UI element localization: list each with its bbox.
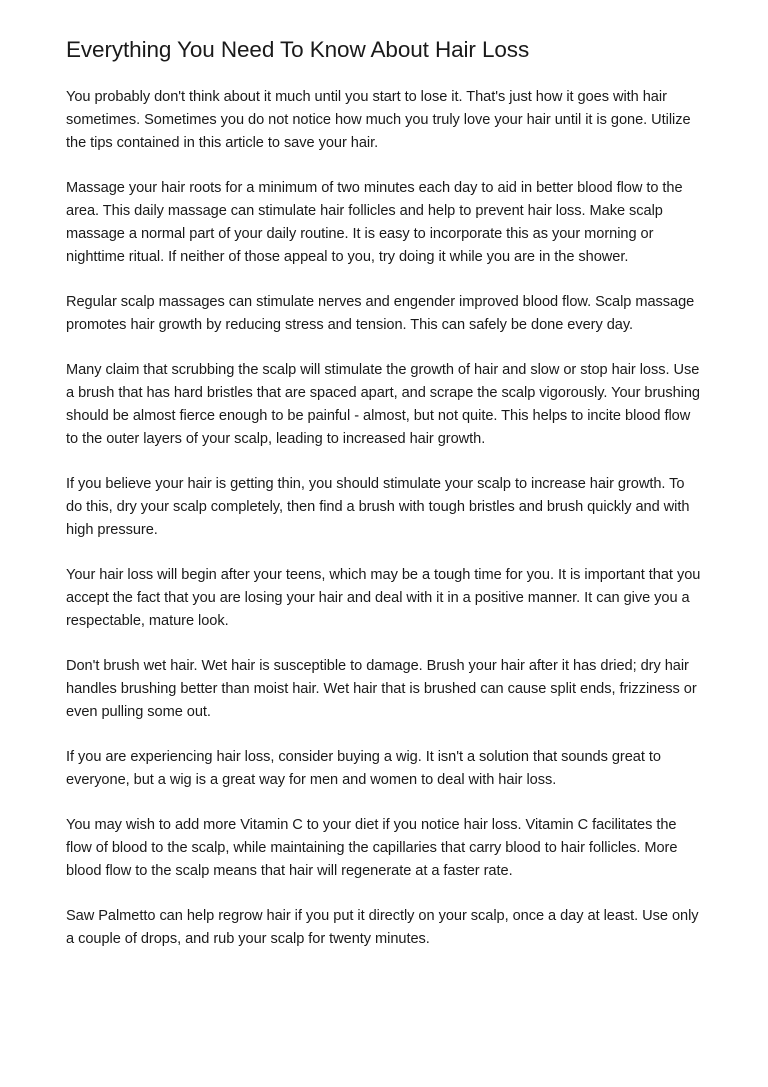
- document-body: [66, 86, 702, 951]
- paragraph: Regular scalp massages can stimulate nerves and engender improved blood flow. Scalp massage promotes hair growth by reducing stress and tension. This can safely be done every day.: [66, 294, 695, 333]
- document-title: Everything You Need To Know About Hair Loss: [66, 37, 530, 62]
- paragraph: If you believe your hair is getting thin, you should stimulate your scalp to increase hair growth. To do this, dry your scalp completely, then find a brush with tough bristles and brush quickly and with high pressure.: [66, 476, 690, 538]
- paragraph: Saw Palmetto can help regrow hair if you put it directly on your scalp, once a day at least. Use only a couple of drops, and rub your scalp for twenty minutes.: [66, 908, 699, 947]
- paragraph: Many claim that scrubbing the scalp will stimulate the growth of hair and slow or stop hair loss. Use a brush that has hard bristles that are spaced apart, and scrape the scalp vigorously. Your brushing should be almost fierce enough to be painful - almost, but not quite. This helps to incite blood flow to the outer layers of your scalp, leading to increased hair growth.: [66, 362, 700, 447]
- paragraph: You probably don't think about it much until you start to lose it. That's just how it goes with hair sometimes. Sometimes you do not notice how much you truly love your hair until it is gone. Utilize the tips contained in this article to save your hair.: [66, 89, 691, 151]
- paragraph: If you are experiencing hair loss, consider buying a wig. It isn't a solution that sounds great to everyone, but a wig is a great way for men and women to deal with hair loss.: [66, 749, 661, 788]
- paragraph: Massage your hair roots for a minimum of two minutes each day to aid in better blood flow to the area. This daily massage can stimulate hair follicles and help to prevent hair loss. Make scalp massage a normal part of your daily routine. It is easy to incorporate this as your morning or nighttime ritual. If neither of those appeal to you, try doing it while you are in the shower.: [66, 180, 683, 265]
- paragraph: Don't brush wet hair. Wet hair is susceptible to damage. Brush your hair after it has dried; dry hair handles brushing better than moist hair. Wet hair that is brushed can cause split ends, frizziness or even pulling some out.: [66, 658, 697, 720]
- paragraph: You may wish to add more Vitamin C to your diet if you notice hair loss. Vitamin C facilitates the flow of blood to the scalp, while maintaining the capillaries that carry blood to hair follicles. More blood flow to the scalp means that hair will regenerate at a faster rate.: [66, 817, 678, 879]
- paragraph: Your hair loss will begin after your teens, which may be a tough time for you. It is important that you accept the fact that you are losing your hair and deal with it in a positive manner. It can give you a respectable, mature look.: [66, 567, 701, 629]
